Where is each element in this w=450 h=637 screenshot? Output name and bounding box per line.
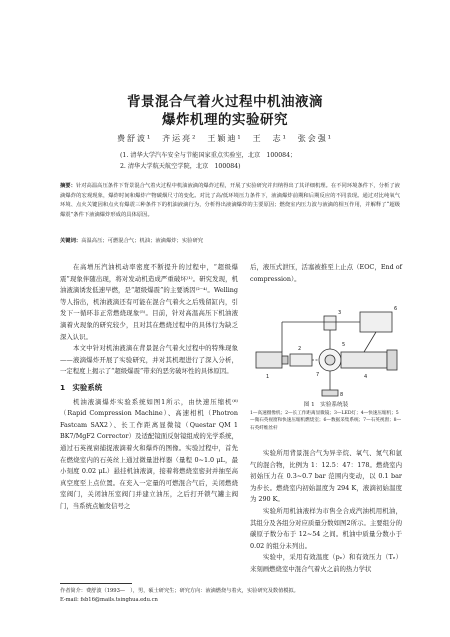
- state-paragraph: 实验中，采用有效温度（pₑ）和有效压力（Tₑ）来刻画燃烧室中混合气着火之前的热力学状: [250, 553, 402, 573]
- keywords-label: 关键词：: [60, 238, 82, 244]
- camera-icon: [256, 352, 282, 368]
- figure-label-3: 3: [338, 310, 342, 316]
- author-list: 费舒波¹ 齐运亮² 王颖迪¹ 王 志¹ 张会强¹: [116, 134, 334, 143]
- paper-title-line1: 背景混合气着火过程中机油液滴: [127, 94, 323, 110]
- figure-label-7: 7: [316, 372, 320, 378]
- right-column-top-text: 后，液压式泄压，活塞被推至上止点（EOC，End of compression）。: [250, 263, 402, 283]
- right-column-body: [250, 448, 402, 576]
- figure-label-1: 1: [266, 374, 270, 380]
- keywords: [60, 236, 400, 244]
- paper-title-line2: 爆炸机理的实验研究: [162, 112, 288, 128]
- affiliation-2: 2. 清华大学航天航空学院，北京 100084): [120, 163, 241, 170]
- figure-label-5: 5: [342, 342, 346, 348]
- figure-legend: 1—高速摄像机；2—长工作距离显微镜；3—LED灯；4—快速压缩机；5—微石英视窗和快速压缩机燃烧室；6—数据采集系统；7—石英视窗；8—石英纤维丝杆: [250, 411, 402, 431]
- oil-paragraph: 实验所用机油液样为市售全合成汽油机用机油，其组分及各组分对应质量分数如图2所示。主要组分的碳原子数分布于 12~54 之间。机油中质量分数小于 0.02 的组分未列出。: [250, 506, 402, 550]
- microscope-icon: [290, 354, 312, 366]
- figure-caption: 图 1 实验系统装: [303, 402, 349, 408]
- abstract-text: 针对高温高压条件下背景混合气着火过程中机油液滴的爆炸过程，开展了实验研究并归纳得出了其详细机理。在不同环境条件下，分析了液滴爆炸的宏观现象，爆炸时间和爆炸产物碳烟尺寸的变化。对比了高/低环境压力条件下，液滴爆炸前期和后期反应的不同表现。通过对比纯氧气环境、点火关键因和点火有爆震三种条件下的机油液滴行为，分析得出液滴爆炸的主要原因；燃烧室内压力波与液滴的相互作用，并解释了“超级爆震”条件下液滴爆炸形成的具体原因。: [60, 183, 400, 218]
- author-email: E-mail: fsb16@mails.tsinghua.edu.cn: [60, 597, 158, 603]
- experimental-setup-figure: [252, 300, 402, 400]
- rcm-icon: [341, 352, 387, 368]
- footnote-rule: [60, 583, 132, 584]
- author-note: 作者简介：费舒波（1993— ），男，硕士研究生；研究方向：液滴燃烧与着火，实验研究及数值模拟。: [60, 588, 299, 594]
- figure-label-6: 6: [394, 306, 398, 312]
- figure-label-8: 8: [340, 392, 344, 398]
- mixture-paragraph: 实验所用背景混合气为异辛烷、氧气、氮气和氩气的混合物，比例为 1：12.5：47：178。燃烧室内初始压力在 0.3~0.7 bar 范围内变动，以 0.1 bar 为步长。燃烧室内初始温度为 294 K，液滴初始温度为 290 K。: [250, 449, 402, 504]
- figure-label-2: 2: [298, 346, 302, 352]
- left-column: [60, 262, 238, 512]
- abstract-label: 摘要：: [60, 183, 76, 189]
- abstract: [60, 182, 400, 220]
- affiliation-1: (1. 清华大学汽车安全与节能国家重点实验室，北京 100084；: [120, 152, 297, 159]
- intro-paragraph-1: 在高增压汽油机动率密度不断提升的过程中，“超级爆震”现象伴随出现，将对发动机造成严重破坏⁽¹⁾。研究发现，机油液滴诱发低速早燃，是“超级爆震”的主要诱因⁽²⁻⁴⁾。Welling 等人指出，机油液滴还有可能在混合气着火之后残留缸内，引发下一循环非正常燃烧现象⁽⁵⁾。目前，针对高温高压下机油液滴着火现象的研究较少，且对其在燃烧过程中的具体行为缺乏深入认识。: [60, 263, 238, 341]
- daq-icon: [360, 312, 392, 332]
- keywords-text: 高温高压；可燃混合气；机油；液滴爆炸；实验研究: [81, 238, 204, 244]
- section-heading: 1 实验系统: [60, 382, 103, 392]
- figure-label-4: 4: [364, 374, 368, 380]
- led-icon: [324, 316, 336, 330]
- method-paragraph: 机油液滴爆炸实验系统如图1所示，由快速压缩机⁽⁶⁾（Rapid Compression Machine）、高速相机（Photron Fastcam SAX2）、长工作距离显微镜（Questar QM 1 BK7/MgF2 Corrector）及适配镜面反射镜组成的光学系统，通过石英视窗捕捉液滴着火和爆炸的图像。实验过程中，首先在燃烧室内的石英丝上通过微量进样器（量程 0~1.0 μL，最小刻度 0.02 μL）悬挂机油液滴，接着将燃烧室密封并抽至高真空度至上点位置。在充入一定量的可燃混合气后，关闭燃烧室阀门，关闭油压室阀门并建立油压，之后打开锁气罐主阀门，当系统点触发信号之: [60, 397, 238, 510]
- intro-paragraph-2: 本文中针对机油液滴在背景混合气着火过程中的特殊现象——液滴爆炸开展了实验研究，并对其机理进行了深入分析，一定程度上揭示了“超级爆震”带来的恶劣破坏性的具体原因。: [60, 344, 238, 376]
